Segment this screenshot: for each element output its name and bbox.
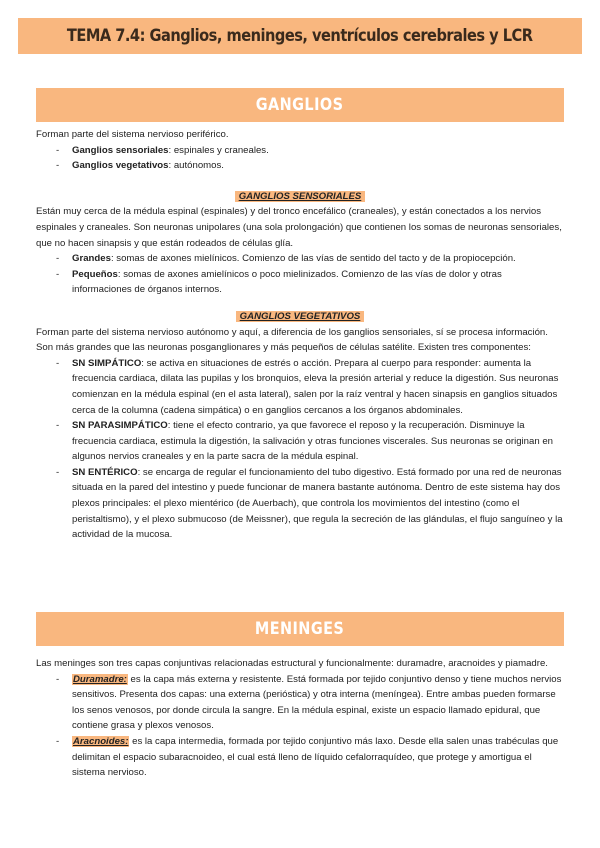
item-text: : espinales y craneales. <box>168 144 269 156</box>
bullet-list <box>36 672 564 781</box>
term: SN PARASIMPÁTICO <box>72 420 168 432</box>
term: Ganglios sensoriales <box>72 144 169 156</box>
paragraph: Forman parte del sistema nervioso periférico. <box>36 129 229 140</box>
term: Pequeños <box>72 268 118 280</box>
bullet-list <box>36 251 564 298</box>
paragraph: Forman parte del sistema nervioso autónomo y aquí, a diferencia de los ganglios sensoriales, sí se procesa información. Son más grandes que las neuronas posganglionares y más pequeños de células satélite. Existen tres componentes: <box>36 326 548 354</box>
item-text: : se activa en situaciones de estrés o acción. Prepara al cuerpo para responder: aumenta la frecuencia cardiaca, dilata las pupilas y los bronquios, eleva la presión arterial y reduce la digestión. Sus neuronas comienzan en la médula espinal (en el asta lateral), salen por la raíz ventral y hacen sinapsis en ganglios situados cerca de la columna (cadena simpática) o en ganglios cercanos a los órganos abdominales. <box>72 357 559 416</box>
subheading-text: GANGLIOS VEGETATIVOS <box>236 311 365 322</box>
list-item <box>72 251 564 267</box>
section-heading: MENINGES <box>255 619 345 639</box>
term: SN SIMPÁTICO <box>72 357 142 369</box>
item-text: : somas de axones mielínicos. Comienzo de las vías de sentido del tacto y de la propiocepción. <box>110 253 516 265</box>
list-item <box>72 465 564 543</box>
list-item <box>72 734 564 781</box>
paragraph: Las meninges son tres capas conjuntivas relacionadas estructural y funcionalmente: duramadre, aracnoides y piamadre. <box>36 658 548 669</box>
term: SN ENTÉRICO <box>72 466 138 478</box>
subheading-ganglios-vegetativos <box>36 309 564 325</box>
list-item <box>72 418 564 465</box>
item-text: : somas de axones amielínicos o poco mielinizados. Comienzo de las vías de dolor y otras informaciones de órganos internos. <box>72 268 502 296</box>
list-item <box>72 143 564 159</box>
list-item <box>72 158 564 174</box>
item-text: : autónomos. <box>168 160 224 172</box>
term: Duramadre: <box>73 673 127 685</box>
list-item <box>72 267 564 298</box>
list-item <box>72 672 564 734</box>
term: Aracnoides: <box>73 735 129 747</box>
meninges-section-body <box>36 656 564 781</box>
item-text: : se encarga de regular el funcionamiento del tubo digestivo. Está formado por una red de neuronas situada en la pared del intestino y puede funcionar de manera bastante autónoma. Dentro de este sistema hay dos plexos principales: el plexo mientérico (de Auerbach), que controla los movimientos del intestino (como el peristaltismo), y el plexo submucoso (de Meissner), que regula la secreción de las glándulas, el flujo sanguíneo y la actividad de la mucosa. <box>72 466 563 541</box>
section-header-ganglios <box>36 88 564 122</box>
bullet-list <box>36 356 564 543</box>
section-header-meninges <box>36 612 564 646</box>
item-text: es la capa intermedia, formada por tejido conjuntivo más laxo. Desde ella salen unas trabéculas que delimitan el espacio subaracnoideo, el cual está lleno de líquido cefalorraquídeo, que protege y amortigua el sistema nervioso. <box>72 735 559 779</box>
section-heading: GANGLIOS <box>256 95 344 115</box>
subheading-text: GANGLIOS SENSORIALES <box>235 191 366 202</box>
document-title-bar <box>18 18 582 54</box>
item-text: : tiene el efecto contrario, ya que favorece el reposo y la recuperación. Disminuye la frecuencia cardiaca, estimula la digestión, la salivación y otras funciones viscerales. Sus neuronas se originan en algunos nervios craneales y en la parte sacra de la médula espinal. <box>72 420 554 463</box>
subheading-ganglios-sensoriales <box>36 189 564 205</box>
term: Grandes <box>72 253 111 265</box>
ganglios-section-body <box>36 127 564 543</box>
item-text: es la capa más externa y resistente. Está formada por tejido conjuntivo denso y tiene muchos nervios sensitivos. Presenta dos capas: una externa (perióstica) y otra interna (meníngea). Entre ambas pueden formarse los senos venosos, por donde circula la sangre. En la médula espinal, existe un espacio llamado epidural, que contiene grasa y plexos venosos. <box>72 673 562 732</box>
document-title: TEMA 7.4: Ganglios, meninges, ventrículos cerebrales y LCR <box>67 26 533 46</box>
term: Ganglios vegetativos <box>72 160 169 172</box>
list-item <box>72 356 564 418</box>
paragraph: Están muy cerca de la médula espinal (espinales) y del tronco encefálico (craneales), y están conectados a los nervios espinales y craneales. Son neuronas unipolares (una sola prolongación) que contienen los somas de neuronas sensoriales, que no hacen sinapsis y que están rodeados de células glía. <box>36 206 562 249</box>
bullet-list <box>36 143 564 174</box>
